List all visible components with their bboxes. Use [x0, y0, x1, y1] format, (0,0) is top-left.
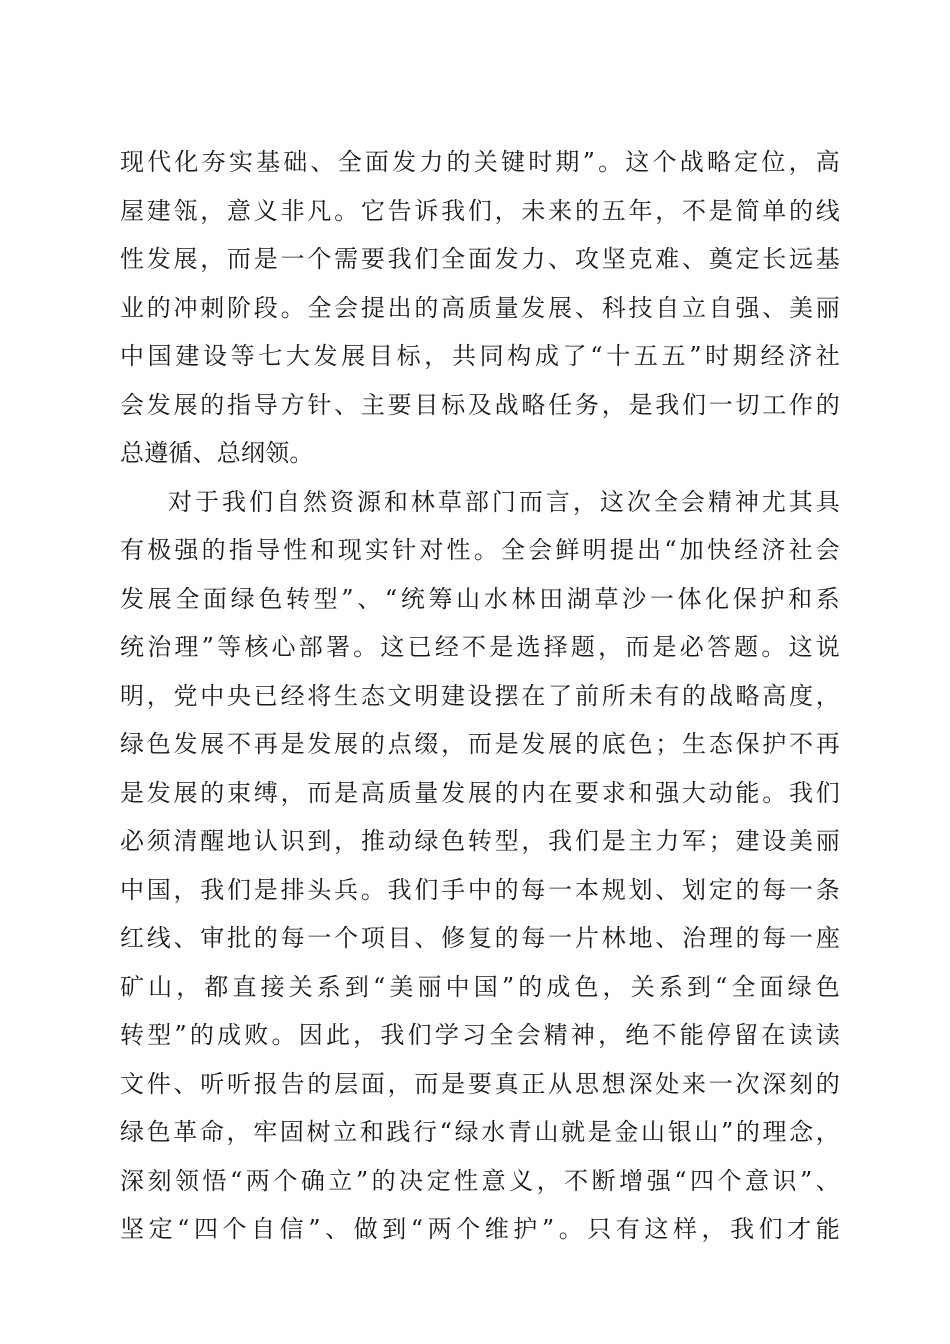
text-line: 性发展，而是一个需要我们全面发力、攻坚克难、奠定长远基 — [120, 245, 840, 273]
text-line: 发展全面绿色转型”、“统筹山水林田湖草沙一体化保护和系 — [120, 584, 840, 613]
text-line: 会发展的指导方针、主要目标及战略任务，是我们一切工作的 — [120, 390, 840, 419]
paragraph-1 — [120, 138, 840, 478]
text-line: 统治理”等核心部署。这已经不是选择题，而是必答题。这说 — [120, 633, 840, 661]
paragraph-2 — [120, 478, 840, 1254]
text-line: 总遵循、总纲领。 — [120, 439, 314, 467]
text-line: 有极强的指导性和现实针对性。全会鲜明提出“加快经济社会 — [120, 536, 840, 564]
text-line: 是发展的束缚，而是高质量发展的内在要求和强大动能。我们 — [120, 778, 840, 807]
text-line: 红线、审批的每一个项目、修复的每一片林地、治理的每一座 — [120, 924, 840, 952]
text-line: 中国建设等七大发展目标，共同构成了“十五五”时期经济社 — [120, 342, 840, 370]
text-line: 深刻领悟“两个确立”的决定性意义，不断增强“四个意识”、 — [120, 1166, 840, 1195]
text-line: 屋建瓴，意义非凡。它告诉我们，未来的五年，不是简单的线 — [120, 196, 840, 225]
text-line: 文件、听听报告的层面，而是要真正从思想深处来一次深刻的 — [120, 1069, 840, 1098]
text-line: 对于我们自然资源和林草部门而言，这次全会精神尤其具 — [168, 487, 840, 516]
text-line: 绿色革命，牢固树立和践行“绿水青山就是金山银山”的理念， — [120, 1118, 840, 1146]
text-line: 明，党中央已经将生态文明建设摆在了前所未有的战略高度， — [120, 681, 840, 710]
text-line: 坚定“四个自信”、做到“两个维护”。只有这样，我们才能 — [120, 1215, 840, 1243]
text-line: 绿色发展不再是发展的点缀，而是发展的底色；生态保护不再 — [120, 730, 840, 758]
text-line: 矿山，都直接关系到“美丽中国”的成色，关系到“全面绿色 — [120, 972, 840, 1001]
text-line: 必须清醒地认识到，推动绿色转型，我们是主力军；建设美丽 — [120, 827, 840, 855]
text-line: 转型”的成败。因此，我们学习全会精神，绝不能停留在读读 — [120, 1021, 840, 1049]
text-line: 现代化夯实基础、全面发力的关键时期”。这个战略定位，高 — [120, 148, 840, 176]
text-line: 业的冲刺阶段。全会提出的高质量发展、科技自立自强、美丽 — [120, 293, 840, 322]
text-line: 中国，我们是排头兵。我们手中的每一本规划、划定的每一条 — [120, 875, 840, 904]
body-text — [120, 138, 840, 1254]
